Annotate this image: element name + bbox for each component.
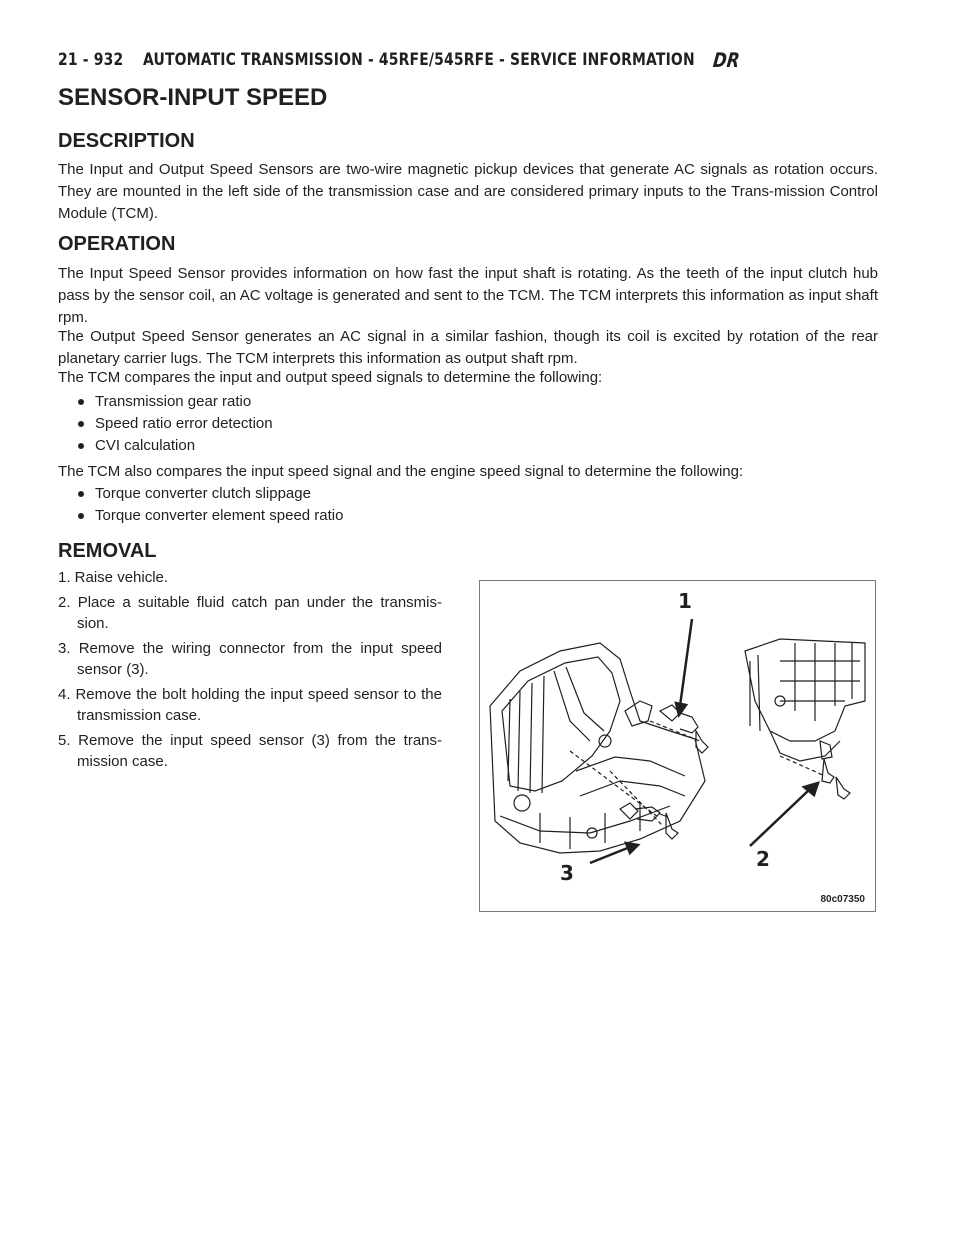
transmission-line-art: [480, 581, 875, 911]
operation-paragraph-4: The TCM also compares the input speed signal and the engine speed signal to determine the following:: [58, 463, 744, 480]
page-title: SENSOR-INPUT SPEED: [58, 84, 328, 111]
comparison-list-1: [78, 391, 273, 457]
callout-2: 2: [756, 847, 770, 871]
page-number: 21 - 932: [58, 50, 124, 70]
transmission-sensor-illustration: [479, 580, 876, 912]
list-item: Torque converter clutch slippage: [78, 483, 343, 505]
removal-step: 3. Remove the wiring connector from the input speed sensor (3).: [58, 640, 442, 678]
comparison-list-2: [78, 483, 343, 527]
figure-id: 80c07350: [820, 894, 865, 905]
removal-step: 4. Remove the bolt holding the input speed sensor to the transmission case.: [58, 686, 442, 724]
removal-step: 2. Place a suitable fluid catch pan under the transmis-sion.: [58, 594, 442, 632]
operation-heading: OPERATION: [58, 233, 176, 255]
description-text: The Input and Output Speed Sensors are two-wire magnetic pickup devices that generate AC signals as rotation occurs. They are mounted in the left side of the transmission case and are considered primary inputs to the Trans-mission Control Module (TCM).: [58, 161, 878, 222]
callout-1: 1: [678, 589, 692, 613]
operation-paragraph-2: The Output Speed Sensor generates an AC signal in a similar fashion, though its coil is excited by rotation of the rear planetary carrier lugs. The TCM interprets this information as output shaft rpm.: [58, 328, 878, 367]
operation-paragraph-1: The Input Speed Sensor provides information on how fast the input shaft is rotating. As the teeth of the input clutch hub pass by the sensor coil, an AC voltage is generated and sent to the TCM. The TCM interprets this information as input shaft rpm.: [58, 265, 878, 326]
page-header: [58, 46, 741, 74]
operation-paragraph-3: The TCM compares the input and output speed signals to determine the following:: [58, 369, 603, 386]
list-item: Transmission gear ratio: [78, 391, 273, 413]
removal-step: 5. Remove the input speed sensor (3) from the trans-mission case.: [58, 732, 442, 770]
description-heading: DESCRIPTION: [58, 130, 195, 152]
list-item: CVI calculation: [78, 435, 273, 457]
section-title: AUTOMATIC TRANSMISSION - 45RFE/545RFE - SERVICE INFORMATION: [142, 50, 695, 70]
list-item: Speed ratio error detection: [78, 413, 273, 435]
brand-mark: DR: [711, 48, 741, 72]
removal-step: 1. Raise vehicle.: [58, 569, 169, 586]
removal-heading: REMOVAL: [58, 540, 157, 562]
callout-3: 3: [560, 861, 574, 885]
removal-steps: [58, 567, 442, 776]
list-item: Torque converter element speed ratio: [78, 505, 343, 527]
